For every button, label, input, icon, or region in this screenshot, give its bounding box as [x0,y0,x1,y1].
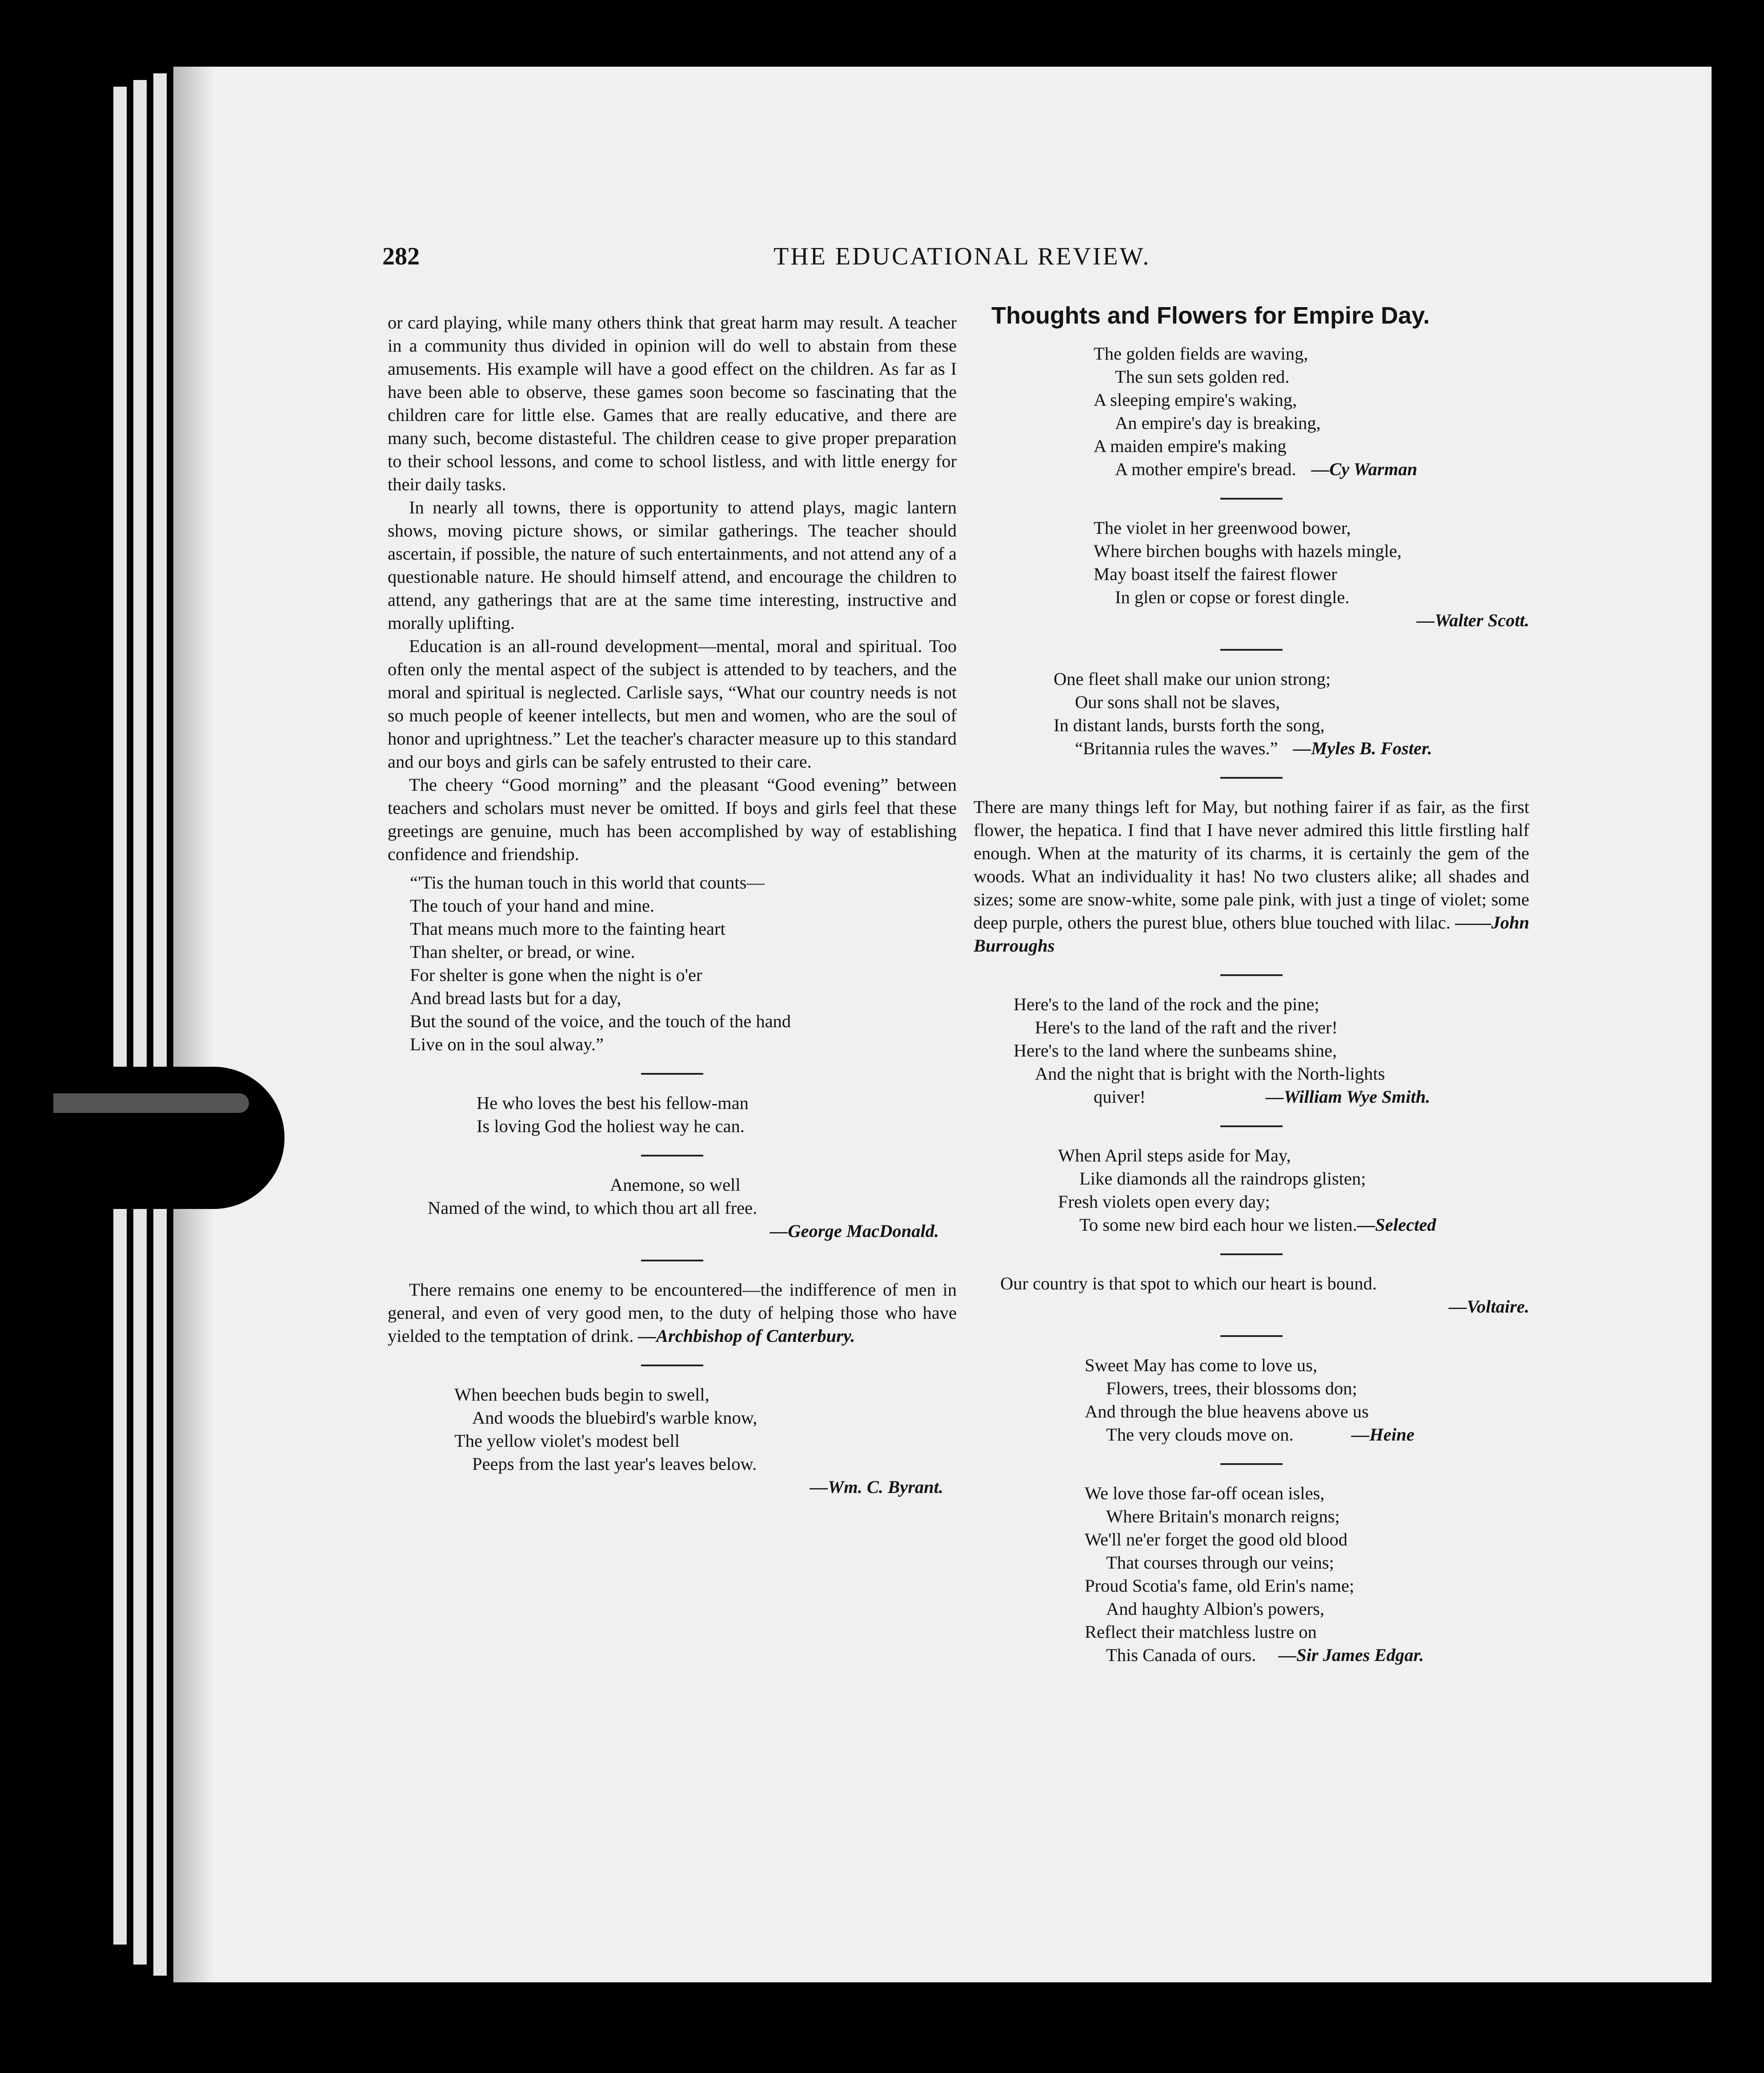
poem-line: Is loving God the holiest way he can. [477,1116,745,1136]
paragraph: or card playing, while many others think that great harm may result. A teacher in a community thus divided in opinion will do well to abstain from these amusements. His example will have a good effect on the children. As far as I have been able to observe, these games soon become so fascinating that the children care for little else. Games that are really educative, and there are many such, become distasteful. The children cease to give proper preparation to their school lessons, and come to school listless, and with little energy for their daily tasks. [388,312,957,494]
section-divider [641,1073,703,1075]
section-divider [1220,498,1283,500]
poem-line [1085,1644,1529,1667]
poem-line: And the night that is bright with the North-lights [1035,1064,1385,1084]
poem-line: Peeps from the last year's leaves below. [472,1454,757,1474]
poem-line: When beechen buds begin to swell, [454,1385,710,1405]
attribution: —Sir James Edgar. [1278,1645,1424,1665]
poem-union-strong [1054,668,1529,760]
poem-line: An empire's day is breaking, [1115,413,1321,433]
page-header [382,242,1529,282]
poem-line: Than shelter, or bread, or wine. [410,942,635,962]
poem-human-touch [410,871,957,1056]
poem-april-may [1058,1144,1529,1237]
poem-line-text: quiver! [1094,1087,1146,1107]
poem-line: Named of the wind, to which thou art all free. [428,1198,758,1218]
attribution: —Heine [1351,1425,1415,1445]
poem-line: And haughty Albion's powers, [1106,1599,1325,1619]
attribution: —Walter Scott. [1416,610,1529,630]
poem-line: Fresh violets open every day; [1058,1192,1270,1212]
poem-beechen-buds [454,1383,957,1499]
poem-line: Reflect their matchless lustre on [1085,1622,1317,1642]
poem-line: When April steps aside for May, [1058,1145,1291,1165]
section-divider [1220,1335,1283,1337]
poem-line: Here's to the land of the rock and the pine; [1014,994,1319,1014]
poem-line [1058,1213,1529,1237]
poem-line: The touch of your hand and mine. [410,896,654,916]
prose-hepatica [974,796,1529,957]
poem-line: A sleeping empire's waking, [1094,390,1297,410]
paragraph: In nearly all towns, there is opportunity to attend plays, magic lantern shows, moving picture shows, or similar gatherings. The teacher should ascertain, if possible, the nature of such entertainments, and not attend any of a questionable nature. He should himself attend, and encourage the children to attend, any gatherings that are at the same time interesting, instructive and morally uplifting. [388,497,957,633]
poem-line [1054,737,1529,760]
section-divider [641,1365,703,1366]
poem-line: Our sons shall not be slaves, [1075,692,1280,712]
voltaire-line [1000,1272,1529,1318]
poem-line: He who loves the best his fellow-man [477,1093,749,1113]
poem-line: Where birchen boughs with hazels mingle, [1094,541,1402,561]
poem-line: In glen or copse or forest dingle. [1115,587,1350,607]
poem-ocean-isles [1085,1482,1529,1667]
page-number: 282 [382,243,420,270]
poem-line: In distant lands, bursts forth the song, [1054,715,1325,735]
prose-text: There are many things left for May, but nothing fairer if as fair, as the first flower, the hepatica. I find that I have never admired this little firstling half enough. When at the maturity of its charms, it is certainly the gem of the woods. What an individuality it has! No two clusters alike; all shades and sizes; some are snow-white, some pale pink, with just a tinge of violet; some deep purple, others the purest blue, others blue touched with lilac. [974,797,1529,932]
poem-line: A maiden empire's making [1094,436,1287,456]
section-divider [1220,1125,1283,1127]
article-title: Thoughts and Flowers for Empire Day. [991,302,1430,329]
section-divider [1220,1253,1283,1255]
section-divider [1220,777,1283,779]
poem-line: We'll ne'er forget the good old blood [1085,1529,1347,1549]
poem-line: That courses through our veins; [1106,1553,1334,1573]
poem-line: Here's to the land of the raft and the river! [1035,1017,1338,1037]
poem-line: Live on in the soul alway.” [410,1034,604,1054]
attribution: —Selected [1357,1215,1436,1235]
binder-clip-highlight [53,1093,249,1113]
poem-line: Where Britain's monarch reigns; [1106,1506,1340,1526]
poem-line: Sweet May has come to love us, [1085,1355,1318,1375]
attribution: —Cy Warman [1311,459,1417,479]
poem-line-text: To some new bird each hour we listen. [1079,1215,1357,1235]
poem-fellow-man [477,1092,957,1138]
poem-rock-and-pine [1014,993,1529,1109]
paragraph: The cheery “Good morning” and the pleasant “Good evening” between teachers and scholars must never be omitted. If boys and girls feel that these greetings are genuine, much has been accomplished by way of establishing confidence and friendship. [388,775,957,864]
page-edge [113,87,127,1945]
attribution: —Archbishop of Canterbury. [638,1326,855,1346]
poem-line: And woods the bluebird's warble know, [472,1408,758,1428]
poem-line [1014,1085,1529,1109]
poem-line-text: A mother empire's bread. [1115,459,1296,479]
poem-line: Flowers, trees, their blossoms don; [1106,1378,1357,1398]
attribution: ——John Burroughs [974,912,1529,956]
poem-line [1094,458,1529,481]
binding-shadow [173,67,213,1982]
attribution: —Wm. C. Byrant. [810,1477,943,1497]
section-divider [641,1260,703,1261]
left-column [388,311,957,1503]
page-edge [153,73,167,1976]
section-divider [1220,974,1283,976]
poem-line: May boast itself the fairest flower [1094,564,1337,584]
poem-line: The sun sets golden red. [1115,367,1290,387]
poem-line: But the sound of the voice, and the touch of the hand [410,1011,791,1031]
poem-line: And bread lasts but for a day, [410,988,621,1008]
poem-line: And through the blue heavens above us [1085,1401,1369,1421]
poem-line: The yellow violet's modest bell [454,1431,680,1451]
running-title: THE EDUCATIONAL REVIEW. [774,243,1151,270]
section-divider [641,1155,703,1157]
right-column [974,298,1529,1671]
quote-text: There remains one enemy to be encountered—the indifference of men in general, and even of very good men, to the duty of helping those who have yielded to the temptation of drink. [388,1280,957,1346]
poem-line-text: “Britannia rules the waves.” [1075,738,1278,758]
poem-line: Anemone, so well [610,1175,741,1195]
paragraph: Education is an all-round development—mental, moral and spiritual. Too often only the mental aspect of the subject is attended to by teachers, and the moral and spiritual is neglected. Carlisle says, “What our country needs is not so much people of keener intellects, but men and women, who are the soul of honor and uprightness.” Let the teacher's character measure up to this standard and our boys and girls can be safely entrusted to their care. [388,636,957,772]
poem-line: One fleet shall make our union strong; [1054,669,1331,689]
poem-line: That means much more to the fainting heart [410,919,726,939]
poem-line: Here's to the land where the sunbeams shine, [1014,1041,1337,1061]
poem-sweet-may [1085,1354,1529,1446]
poem-line: Like diamonds all the raindrops glisten; [1079,1169,1366,1189]
attribution: —William Wye Smith. [1266,1087,1431,1107]
poem-line: For shelter is gone when the night is o'er [410,965,702,985]
poem-line-text: This Canada of ours. [1106,1645,1256,1665]
page-edge [133,80,147,1965]
section-divider [1220,649,1283,651]
poem-line: The violet in her greenwood bower, [1094,518,1351,538]
attribution: —Myles B. Foster. [1293,738,1432,758]
poem-line: “'Tis the human touch in this world that counts— [410,872,765,892]
attribution: —Voltaire. [1448,1297,1529,1317]
poem-golden-fields [1094,342,1529,481]
poem-line-text: The very clouds move on. [1106,1425,1294,1445]
poem-violet [1094,516,1529,632]
quote-paragraph [388,1278,957,1348]
section-divider [1220,1463,1283,1465]
poem-line [1085,1423,1529,1446]
poem-line: We love those far-off ocean isles, [1085,1483,1325,1503]
poem-line: Proud Scotia's fame, old Erin's name; [1085,1576,1355,1596]
binder-clip [0,1067,285,1209]
poem-line: The golden fields are waving, [1094,344,1308,364]
quote-line: Our country is that spot to which our heart is bound. [1000,1273,1377,1293]
poem-anemone [414,1173,957,1243]
attribution: —George MacDonald. [770,1221,939,1241]
